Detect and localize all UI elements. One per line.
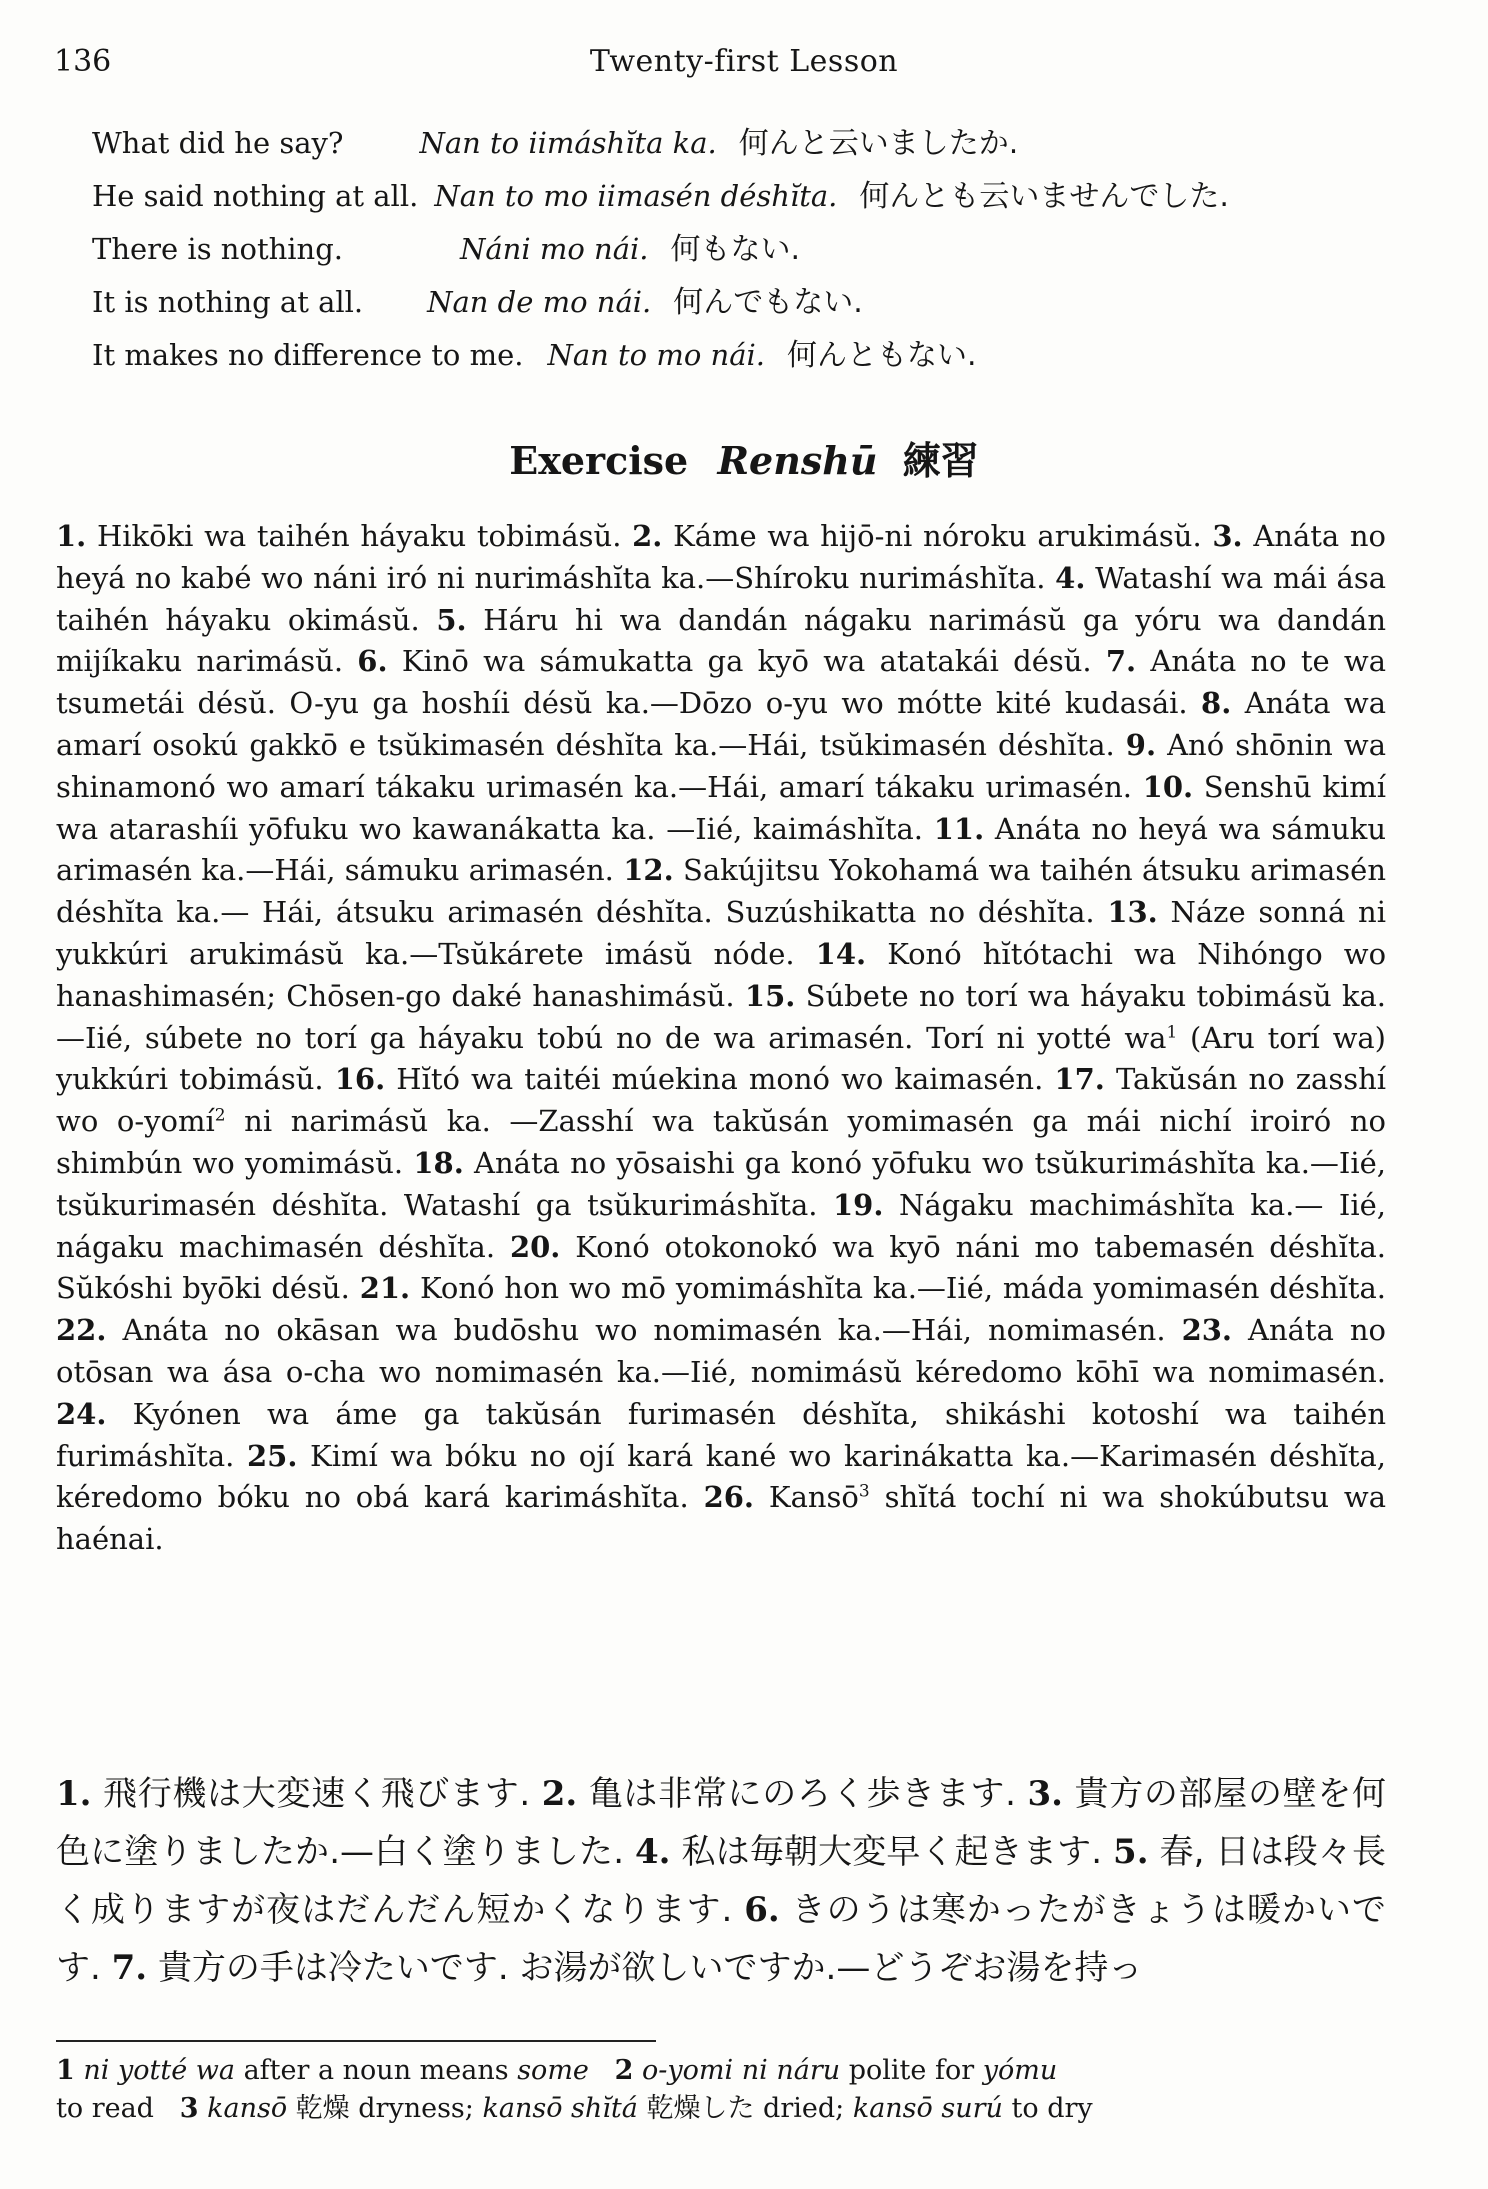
japanese-item: 1. 飛行機は大変速く飛びます. <box>56 1774 531 1814</box>
phrase-row <box>92 171 1432 224</box>
phrase-romaji: Nan de mo nái. <box>427 285 652 319</box>
phrase-row <box>92 118 1432 171</box>
exercise-item: 15. Súbete no torí wa háyaku tobimásŭ ka.—Iié, súbete no torí ga háyaku tobú no de wa arimasén. Torí ni yotté $wa^1$ (Aru torí wa) yukkúri tobimásŭ. <box>56 978 1387 1097</box>
footnote-divider <box>56 2040 656 2042</box>
exercise-item: 10. Senshū kimí wa atarashíi yōfuku wo kawanákatta ka. —Iié, kaimáshĭta. <box>56 769 1386 846</box>
footnotes: 1 ni yotté wa after a noun means some 2 o-yomi ni náru polite for yómu to read 3 kansō 乾燥 dryness; kansō shĭtá 乾燥した dried; kansō surú to dry <box>56 2055 1093 2124</box>
phrase-english: It is nothing at all. <box>92 285 364 319</box>
exercise-item: 3. Anáta no heyá no kabé wo náni iró ni nurimáshĭta ka.—Shíroku nurimáshĭta. <box>56 519 1387 595</box>
exercise-item: 13. Náze sonná ni yukkúri arukimásŭ ka.—Tsŭkárete imásŭ nóde. <box>56 895 1387 971</box>
exercise-item: 6. Kinō wa sámukatta ga kyō wa atatakái désŭ. <box>357 644 1092 679</box>
phrase-japanese: 何もない. <box>670 232 801 267</box>
exercise-item: 20. Konó otokonokó wa kyō náni mo tabemasén déshĭta. Sŭkóshi byōki désŭ. <box>56 1229 1387 1306</box>
exercise-item: 12. Sakújitsu Yokohamá wa taihén átsuku arimasén déshĭta ka.— Hái, átsuku arimasén déshĭta. Suzúshikatta no déshĭta. <box>56 853 1387 930</box>
footnote-ref: 1 <box>1166 1021 1178 1042</box>
exercise-item: 22. Anáta no okāsan wa budōshu wo nomimasén ka.—Hái, nomimasén. <box>56 1313 1166 1348</box>
japanese-exercise-text <box>56 1765 1386 1997</box>
exercise-item: 11. Anáta no heyá wa sámuku arimasén ka.—Hái, sámuku arimasén. <box>56 811 1387 888</box>
japanese-item: 2. 亀は非常にのろく歩きます. <box>541 1774 1016 1814</box>
phrase-english: It makes no difference to me. <box>92 338 524 372</box>
exercise-title-japanese: 練習 <box>902 439 979 483</box>
page-number: 136 <box>54 44 112 79</box>
phrase-row <box>92 224 1432 277</box>
exercise-item: 16. Hĭtó wa taitéi múekina monó wo kaimasén. <box>334 1062 1044 1097</box>
japanese-item: 4. 私は毎朝大変早く起きます. <box>634 1832 1103 1872</box>
footnote-ref: 2 <box>214 1105 226 1126</box>
japanese-item: 5. 春, 日は段々長く成りますが夜はだんだん短かくなります. <box>56 1832 1387 1930</box>
phrase-list <box>92 118 1432 383</box>
exercise-item: 18. Anáta no yōsaishi ga konó yōfuku wo tsŭkurimáshĭta ka.—Iié, tsŭkurimasén déshĭta. Watashí ga tsŭkurimáshĭta. <box>56 1145 1387 1222</box>
exercise-title-romaji: Renshū <box>717 438 878 483</box>
japanese-item: 7. 貴方の手は冷たいです. お湯が欲しいですか.—どうぞお湯を持っ <box>111 1948 1143 1988</box>
exercise-item: 21. Konó hon wo mō yomimáshĭta ka.—Iié, máda yomimasén déshĭta. <box>359 1271 1387 1306</box>
exercise-item: 8. Anáta wa amarí osokú gakkō e tsŭkimasén déshĭta ka.—Hái, tsŭkimasén déshĭta. <box>56 686 1387 762</box>
japanese-item: 3. 貴方の部屋の壁を何色に塗りましたか.—白く塗りました. <box>56 1774 1387 1872</box>
footnote-ref: 3 <box>858 1481 870 1502</box>
phrase-japanese: 何んでもない. <box>673 285 863 320</box>
exercise-item: 2. Káme wa hijō-ni nóroku arukimásŭ. <box>632 519 1202 553</box>
phrase-romaji: Nan to mo nái. <box>547 338 765 372</box>
exercise-item: 17. Takŭsán no zasshí wo o-yomí$^2$ ni narimásŭ ka. —Zasshí wa takŭsán yomimasén ga mái nichí iroiró no shimbún wo yomimásŭ. <box>56 1062 1387 1180</box>
phrase-english: There is nothing. <box>92 232 344 266</box>
running-title: Twenty-first Lesson <box>589 44 899 79</box>
phrase-romaji: Nan to iimáshĭta ka. <box>419 126 717 160</box>
exercise-item: 24. Kyónen wa áme ga takŭsán furimasén déshĭta, shikáshi kotoshí wa taihén furimáshĭta. <box>56 1396 1387 1473</box>
phrase-english: What did he say? <box>92 126 344 160</box>
exercise-item: 5. Háru hi wa dandán nágaku narimásŭ ga yóru wa dandán mijíkaku narimásŭ. <box>56 602 1387 679</box>
exercise-item: 4. Watashí wa mái ása taihén háyaku okimásŭ. <box>56 560 1386 637</box>
romaji-exercise-text <box>56 516 1386 1561</box>
exercise-item: 26. Kansō$^3$ shĭtá tochí ni wa shokúbutsu wa haénai. <box>56 1480 1387 1557</box>
phrase-row <box>92 277 1432 330</box>
phrase-romaji: Nan to mo iimasén déshĭta. <box>434 179 838 213</box>
exercise-item: 25. Kimí wa bóku no ojí kará kané wo karinákatta ka.—Karimasén déshĭta, kéredomo bóku no obá kará karimáshĭta. <box>56 1438 1387 1515</box>
exercise-item: 19. Nágaku machimáshĭta ka.— Iié, nágaku machimasén déshĭta. <box>56 1187 1386 1264</box>
exercise-item: 7. Anáta no te wa tsumetái désŭ. O-yu ga hoshíi désŭ ka.—Dōzo o-yu wo mótte kité kudasái. <box>56 644 1387 721</box>
exercise-heading <box>0 430 1488 485</box>
exercise-item: 9. Anó shōnin wa shinamonó wo amarí tákaku urimasén ka.—Hái, amarí tákaku urimasén. <box>56 727 1387 804</box>
japanese-item: 6. きのうは寒かったがきょうは暖かいです. <box>56 1890 1387 1988</box>
phrase-japanese: 何んとも云いませんでした. <box>859 179 1229 214</box>
phrase-romaji: Náni mo nái. <box>460 232 649 266</box>
exercise-item: 23. Anáta no otōsan wa ása o-cha wo nomimasén ka.—Iié, nomimásŭ kéredomo kōhī wa nomimasén. <box>56 1313 1386 1389</box>
exercise-item: 14. Konó hĭtótachi wa Nihóngo wo hanashimasén; Chōsen-go daké hanashimásŭ. <box>56 936 1387 1013</box>
phrase-row <box>92 330 1432 383</box>
exercise-item: 1. Hikōki wa taihén háyaku tobimásŭ. <box>56 519 622 553</box>
phrase-japanese: 何んともない. <box>786 338 977 373</box>
phrase-english: He said nothing at all. <box>92 179 419 213</box>
exercise-title-english: Exercise <box>509 438 689 483</box>
phrase-japanese: 何んと云いましたか. <box>738 126 1019 161</box>
